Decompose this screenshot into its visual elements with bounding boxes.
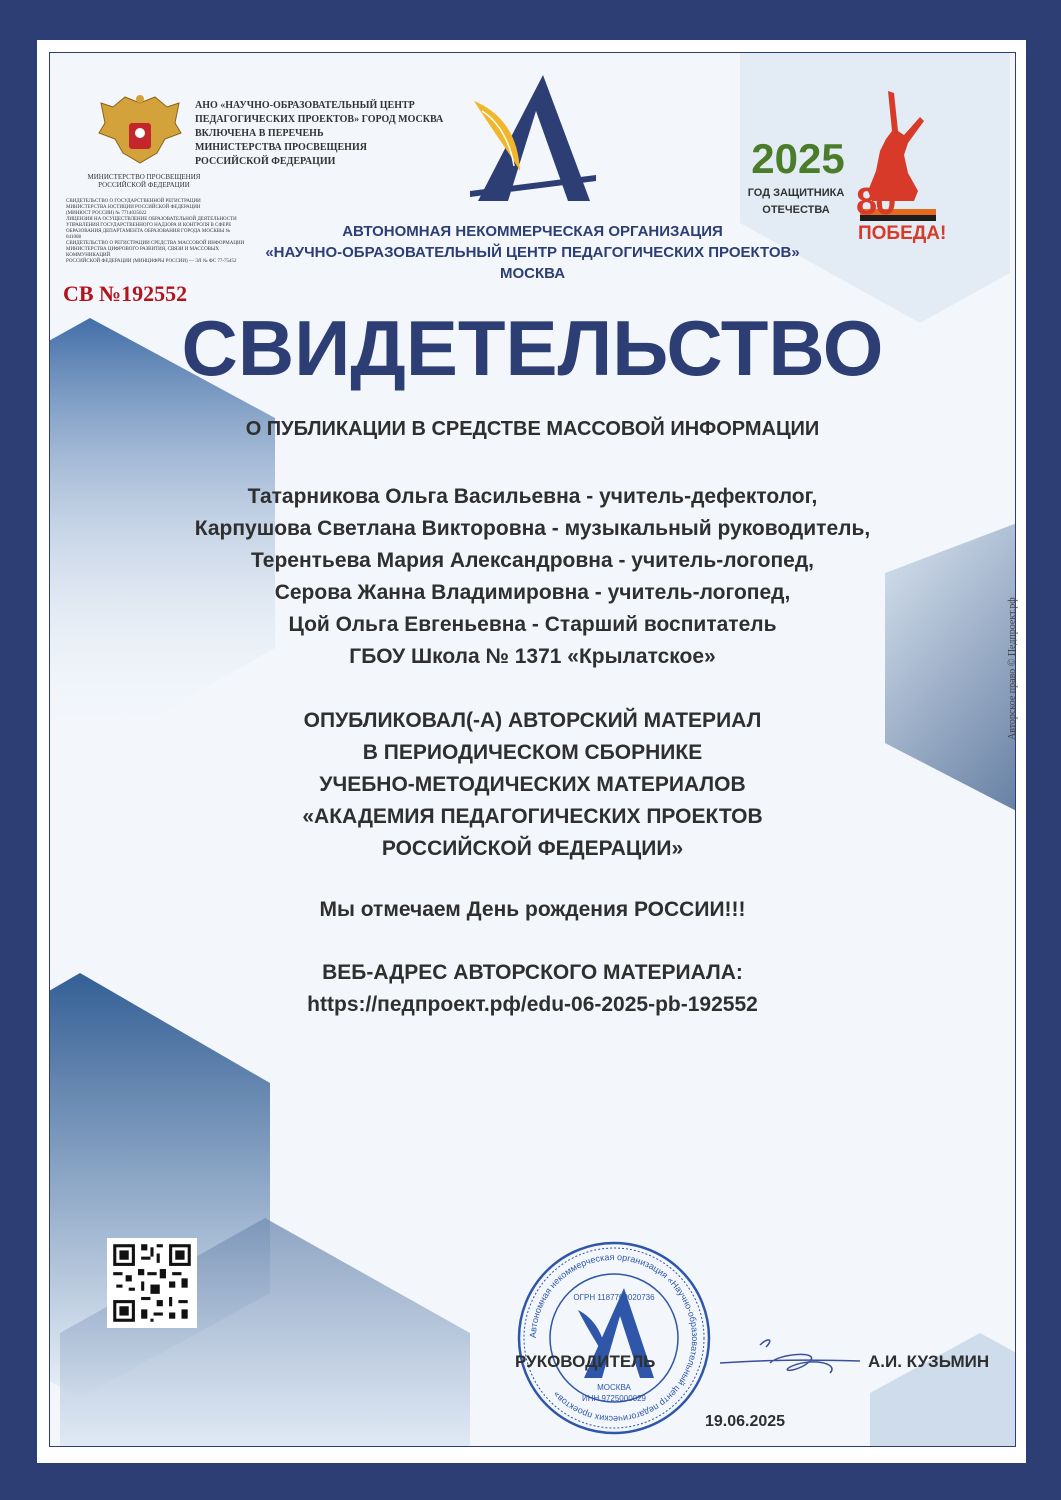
coat-of-arms-icon	[95, 93, 185, 171]
ano-line: МИНИСТЕРСТВА ПРОСВЕЩЕНИЯ	[195, 142, 367, 153]
victory-number: 80	[856, 181, 895, 223]
ano-line: РОССИЙСКОЙ ФЕДЕРАЦИИ	[195, 156, 336, 167]
registration-line: СВИДЕТЕЛЬСТВО О РЕГИСТРАЦИИ СРЕДСТВА МАССОВОЙ ИНФОРМАЦИИ	[66, 241, 245, 246]
stamp-ring-text: Автономная некоммерческая организация «Научно-образовательный центр педагогических проектов»	[527, 1251, 701, 1425]
ano-line: ВКЛЮЧЕНА В ПЕРЕЧЕНЬ	[195, 128, 324, 139]
recipient-line: Цой Ольга Евгеньевна - Старший воспитатель	[288, 613, 777, 636]
recipient-line: Серова Жанна Владимировна - учитель-логопед,	[274, 581, 791, 604]
year-badge: 2025	[751, 135, 845, 182]
school-line: ГБОУ Школа № 1371 «Крылатское»	[349, 645, 716, 668]
publication-line: РОССИЙСКОЙ ФЕДЕРАЦИИ»	[381, 837, 684, 860]
registration-line: СВИДЕТЕЛЬСТВО О ГОСУДАРСТВЕННОЙ РЕГИСТРАЦИИ	[66, 199, 201, 204]
qr-code[interactable]	[107, 1238, 197, 1328]
ano-line: ПЕДАГОГИЧЕСКИХ ПРОЕКТОВ» ГОРОД МОСКВА	[195, 114, 444, 125]
org-title-line: МОСКВА	[499, 265, 566, 282]
issue-date: 19.06.2025	[705, 1413, 786, 1430]
org-title-line: «НАУЧНО-ОБРАЗОВАТЕЛЬНЫЙ ЦЕНТР ПЕДАГОГИЧЕСКИХ ПРОЕКТОВ»	[265, 244, 800, 261]
recipient-line: Карпушова Светлана Викторовна - музыкальный руководитель,	[194, 517, 871, 540]
certificate-subtitle: О ПУБЛИКАЦИИ В СРЕДСТВЕ МАССОВОЙ ИНФОРМАЦИИ	[245, 418, 820, 440]
recipient-line: Татарникова Ольга Васильевна - учитель-дефектолог,	[247, 485, 818, 508]
signer-name: А.И. КУЗЬМИН	[868, 1352, 990, 1371]
organization-stamp-icon	[514, 1238, 714, 1438]
registration-line: УПРАВЛЕНИЯ ГОСУДАРСТВЕННОГО НАДЗОРА И КОНТРОЛЯ В СФЕРЕ	[66, 223, 232, 228]
recipients-list	[50, 481, 1015, 673]
registration-line: МИНИСТЕРСТВА ЦИФРОВОГО РАЗВИТИЯ, СВЯЗИ И МАССОВЫХ КОММУНИКАЦИЙ	[66, 247, 219, 258]
stamp-city: МОСКВА	[597, 1383, 631, 1392]
registration-line: РОССИЙСКОЙ ФЕДЕРАЦИИ (МИНЦИФРЫ РОССИИ) — ЭЛ № ФС 77-75452	[66, 259, 237, 264]
registration-line: ЛИЦЕНЗИЯ НА ОСУЩЕСТВЛЕНИЕ ОБРАЗОВАТЕЛЬНОЙ ДЕЯТЕЛЬНОСТИ	[66, 217, 237, 222]
publication-block	[50, 705, 1015, 865]
publication-line: ОПУБЛИКОВАЛ(-А) АВТОРСКИЙ МАТЕРИАЛ	[303, 709, 762, 732]
signature-mark	[710, 1333, 870, 1393]
year-caption	[746, 185, 846, 219]
material-title: Мы отмечаем День рождения РОССИИ!!!	[319, 898, 746, 921]
recipient-line: Терентьева Мария Александровна - учитель-логопед,	[251, 549, 814, 572]
year-caption-line: ГОД ЗАЩИТНИКА	[747, 187, 845, 199]
org-title-line: АВТОНОМНАЯ НЕКОММЕРЧЕСКАЯ ОРГАНИЗАЦИЯ	[342, 223, 723, 240]
registration-line: (МИНЮСТ РОССИИ) № 7714035022	[66, 211, 147, 216]
registration-line: ОБРАЗОВАНИЯ ДЕПАРТАМЕНТА ОБРАЗОВАНИЯ ГОРОДА МОСКВЫ № 041008	[66, 229, 231, 240]
ano-line: АНО «НАУЧНО-ОБРАЗОВАТЕЛЬНЫЙ ЦЕНТР	[195, 100, 415, 111]
certificate-title: СВИДЕТЕЛЬСТВО	[181, 304, 884, 392]
stamp-ogrn: ОГРН 1187700020736	[573, 1293, 655, 1302]
ministry-caption: МИНИСТЕРСТВО ПРОСВЕЩЕНИЯ РОССИЙСКОЙ ФЕДЕРАЦИИ	[87, 173, 201, 189]
publication-line: УЧЕБНО-МЕТОДИЧЕСКИХ МАТЕРИАЛОВ	[319, 773, 746, 796]
web-address-link[interactable]: https://педпроект.рф/edu-06-2025-pb-192552	[307, 993, 758, 1016]
qr-code-icon	[107, 1238, 197, 1328]
certificate-sheet	[49, 52, 1016, 1447]
signer-role: РУКОВОДИТЕЛЬ	[515, 1352, 656, 1371]
victory-text: ПОБЕДА!	[858, 223, 947, 244]
organization-logo-icon	[468, 71, 598, 206]
publication-line: В ПЕРИОДИЧЕСКОМ СБОРНИКЕ	[362, 741, 703, 764]
stamp-inn: ИНН 9725000029	[581, 1394, 647, 1403]
publication-line: «АКАДЕМИЯ ПЕДАГОГИЧЕСКИХ ПРОЕКТОВ	[302, 805, 763, 828]
web-address-label: ВЕБ-АДРЕС АВТОРСКОГО МАТЕРИАЛА:	[322, 961, 743, 984]
certificate-number: СВ №192552	[63, 281, 188, 306]
copyright-note: Авторское право © Педпроект.рф	[1007, 597, 1018, 740]
registration-line: МИНИСТЕРСТВА ЮСТИЦИИ РОССИЙСКОЙ ФЕДЕРАЦИИ	[66, 205, 201, 210]
ano-info	[195, 99, 465, 169]
year-caption-line: ОТЕЧЕСТВА	[762, 204, 830, 216]
